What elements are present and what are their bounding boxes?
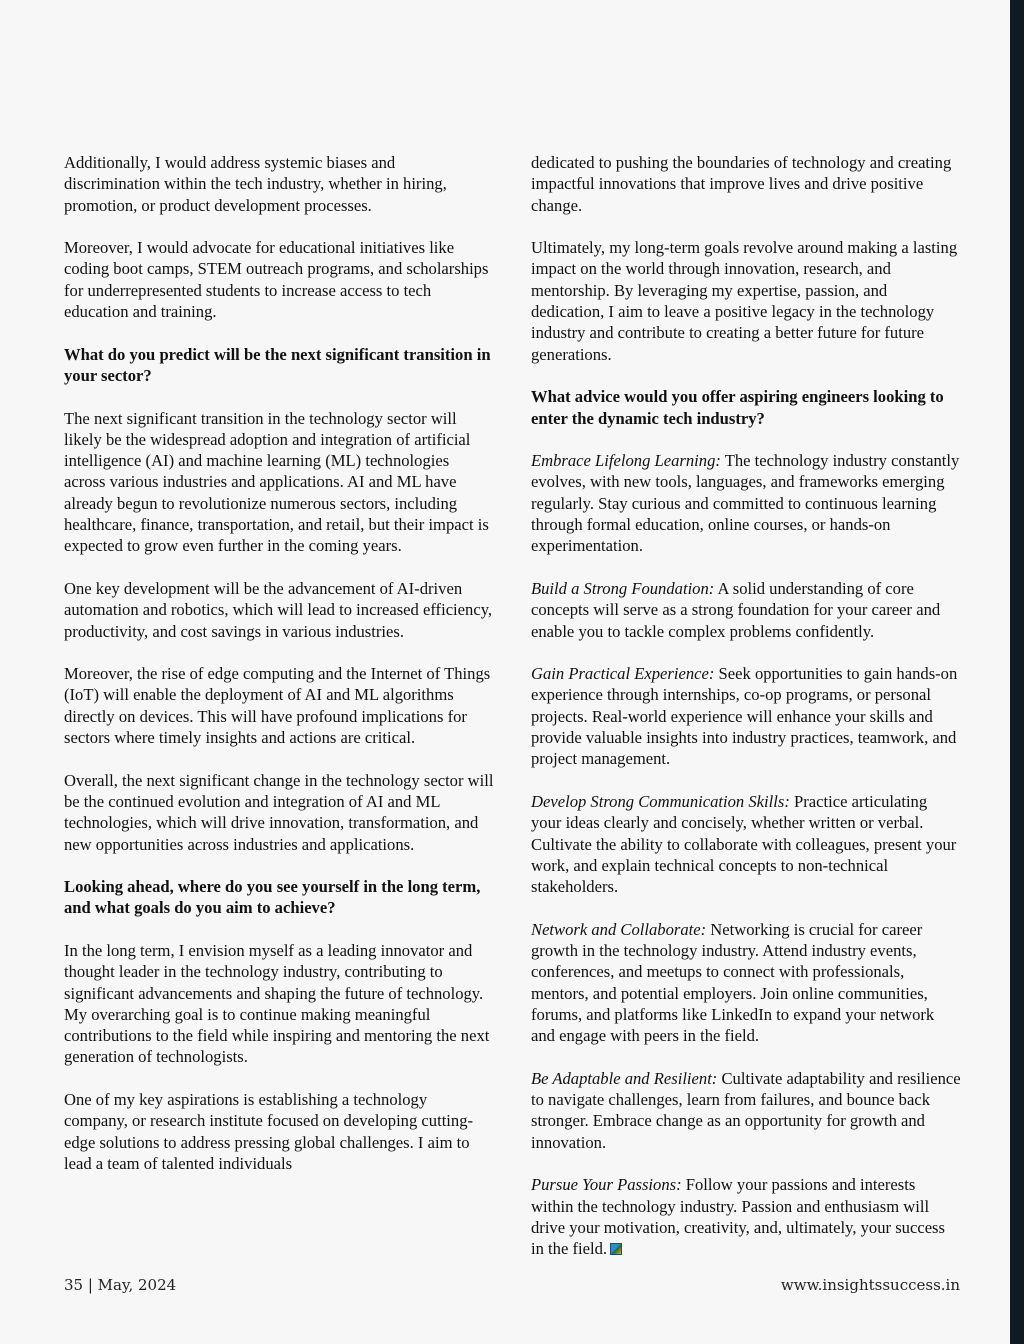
tip-text: Seek opportunities to gain hands-on experience through internships, co-op programs, or personal projects. Real-world experience will enhance your skills and provide valuable insights into industry practices, teamwork, and project management. <box>531 664 958 769</box>
paragraph: In the long term, I envision myself as a leading innovator and thought leader in the technology industry, contributing to significant advancements and shaping the future of technology. My overarching goal is to continue making meaningful contributions to the field while inspiring and mentoring the next generation of technologists. <box>64 940 490 1067</box>
left-column <box>64 152 494 1174</box>
advice-tip <box>531 663 961 769</box>
tip-text: Networking is crucial for career growth in the technology industry. Attend industry events, conferences, and meetups to connect with professionals, mentors, and potential employers. Join online communities, forums, and platforms like LinkedIn to expand your network and engage with peers in the field. <box>531 919 935 1046</box>
advice-tip <box>531 1174 961 1259</box>
advice-tip <box>531 791 961 897</box>
tip-text: Follow your passions and interests within the technology industry. Passion and enthusiasm will drive your motivation, creativity, and, ultimately, your success in the field. <box>531 1175 945 1259</box>
website-link[interactable]: www.insightssuccess.in <box>780 1276 960 1294</box>
tip-lead: Develop Strong Communication Skills: <box>531 791 790 811</box>
interview-question: What advice would you offer aspiring engineers looking to enter the dynamic tech industry? <box>531 387 944 428</box>
advice-tip <box>531 1068 961 1153</box>
paragraph: Moreover, I would advocate for educational initiatives like coding boot camps, STEM outreach programs, and scholarships for underrepresented students to increase access to tech education and training. <box>64 238 489 322</box>
tip-lead: Pursue Your Passions: <box>531 1175 682 1195</box>
interview-question: Looking ahead, where do you see yourself in the long term, and what goals do you aim to achieve? <box>64 877 481 918</box>
tip-text: The technology industry constantly evolves, with new tools, languages, and frameworks emerging regularly. Stay curious and committed to continuous learning through formal education, online courses, or hands-on experimentation. <box>531 451 960 556</box>
advice-tip <box>531 578 961 642</box>
advice-tip <box>531 919 961 1047</box>
page-number-date: 35 | May, 2024 <box>64 1276 177 1294</box>
page-edge-strip <box>1010 0 1024 1344</box>
advice-tip <box>531 450 961 556</box>
paragraph: One key development will be the advancement of AI-driven automation and robotics, which will lead to increased efficiency, productivity, and cost savings in various industries. <box>64 578 493 641</box>
tip-lead: Be Adaptable and Resilient: <box>531 1068 718 1088</box>
interview-question: What do you predict will be the next significant transition in your sector? <box>64 344 491 385</box>
paragraph: One of my key aspirations is establishing a technology company, or research institute focused on developing cutting-edge solutions to address pressing global challenges. I aim to lead a team of talented individuals <box>64 1090 474 1173</box>
tip-lead: Network and Collaborate: <box>531 919 707 939</box>
paragraph: Moreover, the rise of edge computing and the Internet of Things (IoT) will enable the deployment of AI and ML algorithms directly on devices. This will have profound implications for sectors where timely insights and actions are critical. <box>64 664 491 748</box>
tip-lead: Embrace Lifelong Learning: <box>531 451 721 471</box>
tip-lead: Build a Strong Foundation: <box>531 578 715 598</box>
tip-text: Cultivate adaptability and resilience to navigate challenges, learn from failures, and bounce back stronger. Embrace change as an opportunity for growth and innovation. <box>531 1068 961 1152</box>
tip-lead: Gain Practical Experience: <box>531 664 715 684</box>
paragraph: Additionally, I would address systemic biases and discrimination within the tech industry, whether in hiring, promotion, or product development processes. <box>64 153 447 215</box>
paragraph: The next significant transition in the technology sector will likely be the widespread adoption and integration of artificial intelligence (AI) and machine learning (ML) technologies across various industries and applications. AI and ML have already begun to revolutionize numerous sectors, including healthcare, finance, transportation, and retail, but their impact is expected to grow even further in the coming years. <box>64 408 489 556</box>
tip-text: Practice articulating your ideas clearly and concisely, whether written or verbal. Cultivate the ability to collaborate with colleagues, present your work, and explain technical concepts to non-technical stakeholders. <box>531 791 957 897</box>
paragraph: Overall, the next significant change in the technology sector will be the continued evolution and integration of AI and ML technologies, which will drive innovation, transformation, and new opportunities across industries and applications. <box>64 770 494 854</box>
paragraph: Ultimately, my long-term goals revolve around making a lasting impact on the world through innovation, research, and mentorship. By leveraging my expertise, passion, and dedication, I aim to leave a positive legacy in the technology industry and contribute to creating a better future for future generations. <box>531 238 958 364</box>
end-of-article-icon <box>610 1243 622 1255</box>
tip-text: A solid understanding of core concepts will serve as a strong foundation for your career and enable you to tackle complex problems confidently. <box>531 578 941 641</box>
right-column <box>531 152 961 1259</box>
paragraph: dedicated to pushing the boundaries of technology and creating impactful innovations that improve lives and drive positive change. <box>531 153 952 215</box>
